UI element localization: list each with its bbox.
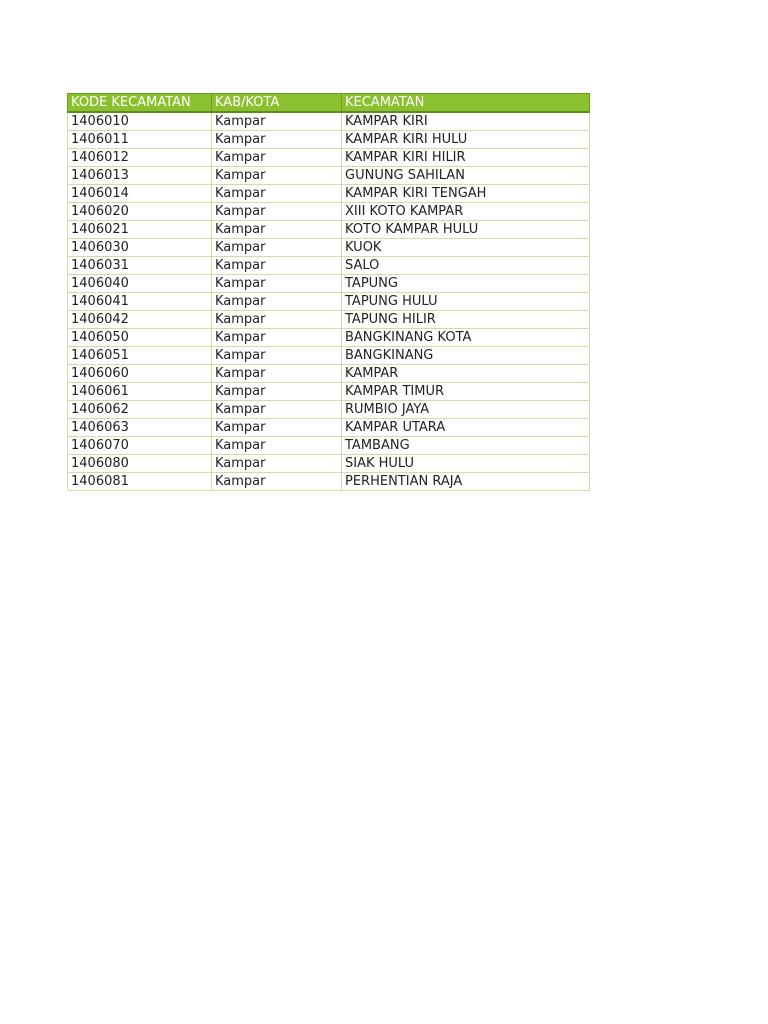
cell-kab-kota: Kampar xyxy=(212,257,342,275)
table-row xyxy=(68,221,590,239)
table-row xyxy=(68,329,590,347)
cell-kab-kota: Kampar xyxy=(212,437,342,455)
cell-kab-kota: Kampar xyxy=(212,131,342,149)
cell-kode-kecamatan: 1406011 xyxy=(68,131,212,149)
table-row xyxy=(68,419,590,437)
cell-kode-kecamatan: 1406030 xyxy=(68,239,212,257)
table-row xyxy=(68,203,590,221)
cell-kab-kota: Kampar xyxy=(212,149,342,167)
cell-kode-kecamatan: 1406062 xyxy=(68,401,212,419)
table-row xyxy=(68,347,590,365)
cell-kecamatan: TAMBANG xyxy=(342,437,590,455)
cell-kode-kecamatan: 1406031 xyxy=(68,257,212,275)
cell-kab-kota: Kampar xyxy=(212,185,342,203)
cell-kode-kecamatan: 1406060 xyxy=(68,365,212,383)
cell-kode-kecamatan: 1406013 xyxy=(68,167,212,185)
cell-kecamatan: BANGKINANG KOTA xyxy=(342,329,590,347)
cell-kode-kecamatan: 1406063 xyxy=(68,419,212,437)
cell-kecamatan: KAMPAR TIMUR xyxy=(342,383,590,401)
cell-kecamatan: TAPUNG xyxy=(342,275,590,293)
table-row xyxy=(68,401,590,419)
cell-kode-kecamatan: 1406021 xyxy=(68,221,212,239)
table-row xyxy=(68,473,590,491)
cell-kecamatan: KAMPAR UTARA xyxy=(342,419,590,437)
cell-kecamatan: KAMPAR KIRI TENGAH xyxy=(342,185,590,203)
header-kab-kota: KAB/KOTA xyxy=(212,94,342,113)
table-row xyxy=(68,437,590,455)
cell-kecamatan: KAMPAR xyxy=(342,365,590,383)
table-row xyxy=(68,112,590,131)
cell-kab-kota: Kampar xyxy=(212,203,342,221)
table-row xyxy=(68,383,590,401)
kecamatan-table xyxy=(67,93,590,491)
header-kecamatan: KECAMATAN xyxy=(342,94,590,113)
cell-kode-kecamatan: 1406050 xyxy=(68,329,212,347)
cell-kab-kota: Kampar xyxy=(212,455,342,473)
table-row xyxy=(68,311,590,329)
table-row xyxy=(68,149,590,167)
table-row xyxy=(68,365,590,383)
cell-kab-kota: Kampar xyxy=(212,221,342,239)
table-row xyxy=(68,275,590,293)
cell-kab-kota: Kampar xyxy=(212,293,342,311)
cell-kecamatan: RUMBIO JAYA xyxy=(342,401,590,419)
table-row xyxy=(68,131,590,149)
cell-kecamatan: KAMPAR KIRI xyxy=(342,112,590,131)
cell-kecamatan: XIII KOTO KAMPAR xyxy=(342,203,590,221)
cell-kab-kota: Kampar xyxy=(212,383,342,401)
cell-kecamatan: KAMPAR KIRI HULU xyxy=(342,131,590,149)
cell-kode-kecamatan: 1406042 xyxy=(68,311,212,329)
table-row xyxy=(68,167,590,185)
cell-kecamatan: TAPUNG HULU xyxy=(342,293,590,311)
cell-kab-kota: Kampar xyxy=(212,365,342,383)
cell-kode-kecamatan: 1406070 xyxy=(68,437,212,455)
table-header xyxy=(68,94,590,113)
table-row xyxy=(68,293,590,311)
cell-kecamatan: BANGKINANG xyxy=(342,347,590,365)
cell-kode-kecamatan: 1406051 xyxy=(68,347,212,365)
cell-kab-kota: Kampar xyxy=(212,275,342,293)
cell-kab-kota: Kampar xyxy=(212,112,342,131)
cell-kecamatan: PERHENTIAN RAJA xyxy=(342,473,590,491)
cell-kode-kecamatan: 1406012 xyxy=(68,149,212,167)
cell-kode-kecamatan: 1406080 xyxy=(68,455,212,473)
cell-kode-kecamatan: 1406014 xyxy=(68,185,212,203)
table-body xyxy=(68,112,590,491)
cell-kode-kecamatan: 1406010 xyxy=(68,112,212,131)
table-row xyxy=(68,257,590,275)
kecamatan-table-container xyxy=(67,93,589,491)
cell-kab-kota: Kampar xyxy=(212,167,342,185)
header-row xyxy=(68,94,590,113)
cell-kecamatan: KAMPAR KIRI HILIR xyxy=(342,149,590,167)
cell-kecamatan: TAPUNG HILIR xyxy=(342,311,590,329)
cell-kecamatan: GUNUNG SAHILAN xyxy=(342,167,590,185)
cell-kab-kota: Kampar xyxy=(212,347,342,365)
cell-kab-kota: Kampar xyxy=(212,473,342,491)
table-row xyxy=(68,239,590,257)
cell-kode-kecamatan: 1406040 xyxy=(68,275,212,293)
cell-kode-kecamatan: 1406061 xyxy=(68,383,212,401)
cell-kab-kota: Kampar xyxy=(212,419,342,437)
cell-kecamatan: KOTO KAMPAR HULU xyxy=(342,221,590,239)
cell-kode-kecamatan: 1406081 xyxy=(68,473,212,491)
cell-kode-kecamatan: 1406041 xyxy=(68,293,212,311)
cell-kab-kota: Kampar xyxy=(212,239,342,257)
table-row xyxy=(68,455,590,473)
cell-kab-kota: Kampar xyxy=(212,401,342,419)
header-kode-kecamatan: KODE KECAMATAN xyxy=(68,94,212,113)
table-row xyxy=(68,185,590,203)
cell-kode-kecamatan: 1406020 xyxy=(68,203,212,221)
cell-kab-kota: Kampar xyxy=(212,329,342,347)
cell-kecamatan: KUOK xyxy=(342,239,590,257)
cell-kab-kota: Kampar xyxy=(212,311,342,329)
cell-kecamatan: SALO xyxy=(342,257,590,275)
cell-kecamatan: SIAK HULU xyxy=(342,455,590,473)
